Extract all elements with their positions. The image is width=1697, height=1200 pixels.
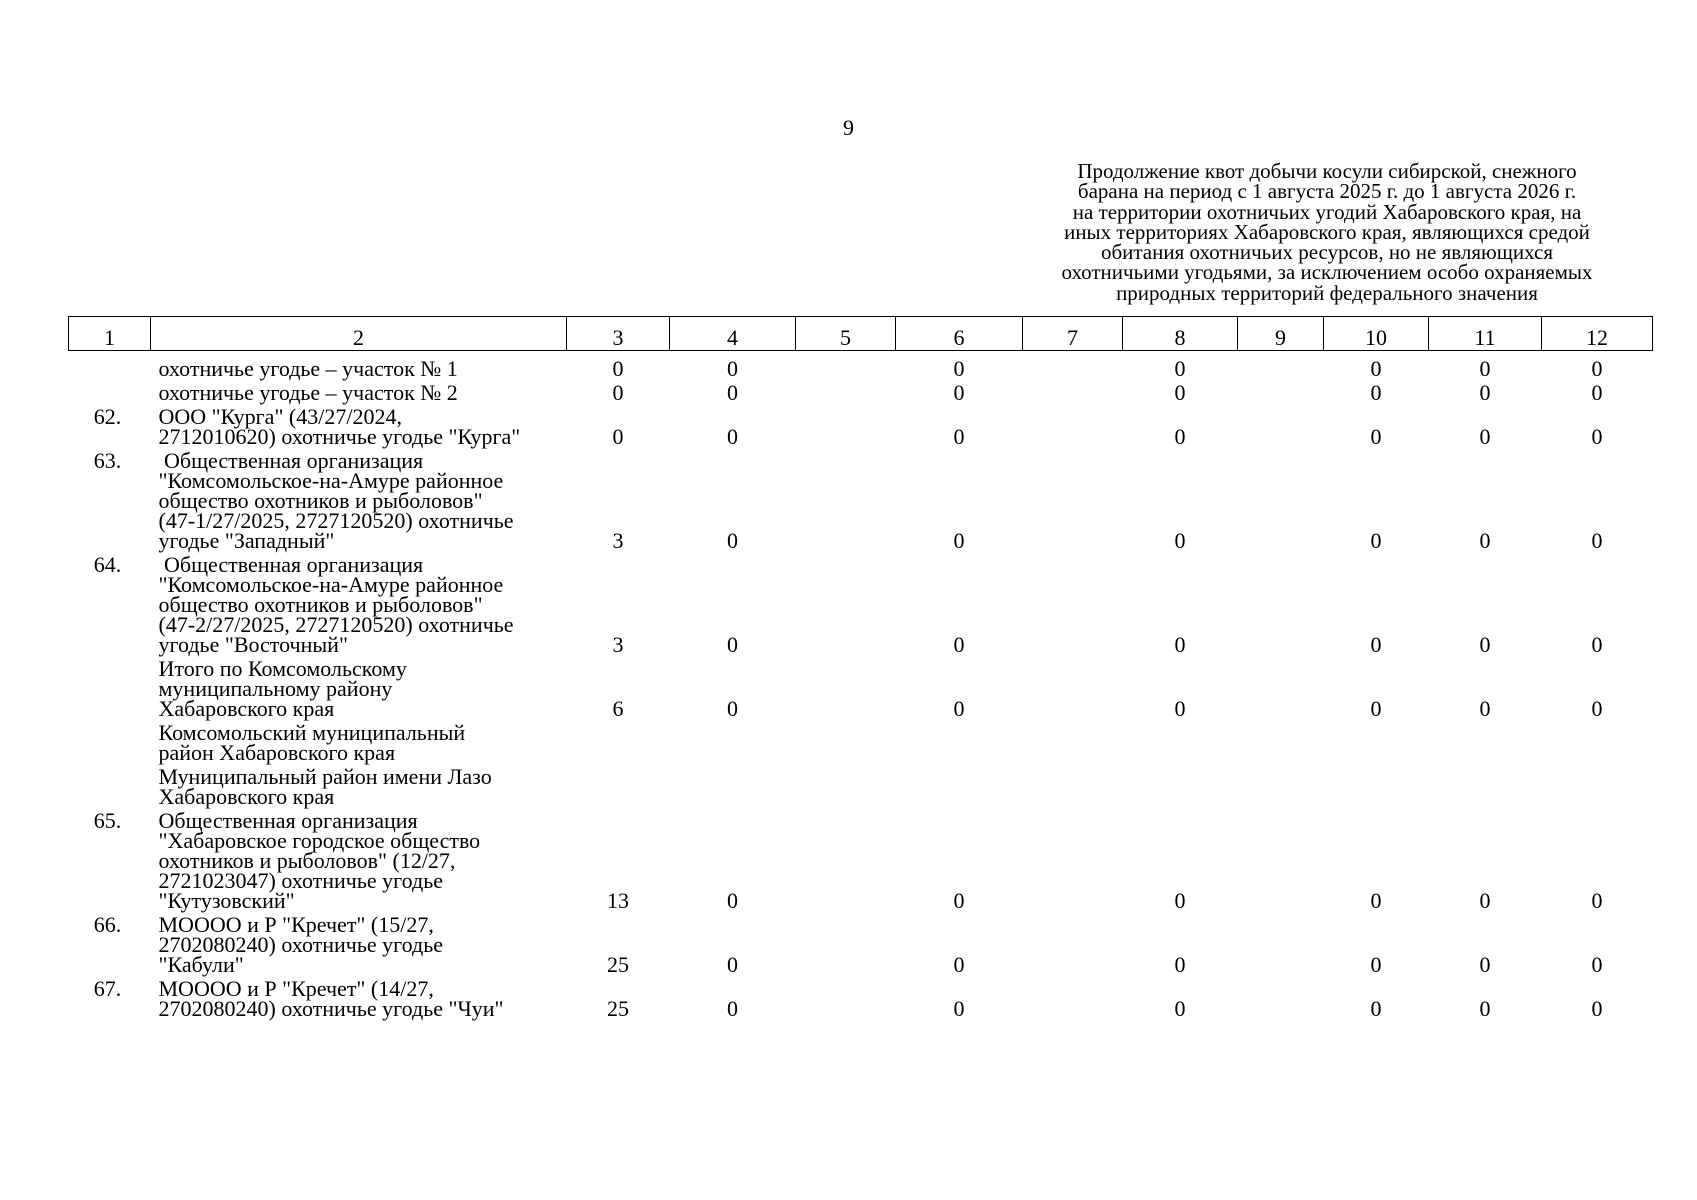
quota-value-col-7 — [1023, 915, 1123, 979]
name-line: Муниципальный район имени Лазо — [158, 764, 492, 789]
name-line: Общественная организация — [158, 552, 424, 577]
page-number: 9 — [843, 115, 854, 140]
quota-value-col-3: 6 — [612, 696, 624, 721]
quota-value-col-5 — [796, 359, 896, 383]
quota-value-col-6: 0 — [953, 996, 965, 1021]
quota-table — [68, 316, 1653, 1023]
quota-value-col-5 — [796, 723, 896, 767]
quota-value-col-3 — [567, 723, 670, 767]
heading-line: обитания охотничьих ресурсов, но не являющихся — [1100, 240, 1554, 265]
quota-value-col-5 — [796, 767, 896, 811]
quota-value-col-11: 0 — [1479, 696, 1491, 721]
quota-value-col-10: 0 — [1370, 696, 1382, 721]
quota-value-col-11: 0 — [1479, 424, 1491, 449]
hunting-ground-name — [151, 656, 567, 723]
column-header: 1 — [69, 317, 151, 351]
quota-value-col-3 — [567, 767, 670, 811]
column-header: 5 — [796, 317, 896, 351]
quota-value-col-11 — [1429, 723, 1542, 767]
quota-value-col-8: 0 — [1174, 528, 1186, 553]
quota-value-col-10: 0 — [1370, 356, 1382, 381]
name-line: Итого по Комсомольскому — [158, 656, 407, 681]
quota-value-col-12 — [1542, 767, 1653, 811]
quota-value-col-5 — [796, 659, 896, 723]
row-number: 64. — [93, 552, 122, 577]
name-line: "Комсомольское-на-Амуре районное — [158, 468, 504, 493]
quota-value-col-8 — [1123, 767, 1238, 811]
quota-value-col-4: 0 — [727, 696, 738, 721]
name-line: охотничье угодье – участок № 1 — [158, 356, 458, 381]
hunting-ground-name — [151, 404, 567, 451]
quota-value-col-4: 0 — [727, 888, 738, 913]
column-header: 10 — [1324, 317, 1429, 351]
name-line: 2721023047) охотничье угодье — [158, 868, 444, 893]
quota-value-col-6 — [896, 723, 1023, 767]
name-line: "Хабаровское городское общество — [158, 828, 481, 853]
row-number — [69, 659, 151, 723]
quota-value-col-12: 0 — [1591, 380, 1603, 405]
quota-value-col-5 — [796, 383, 896, 407]
column-number-row — [69, 317, 1653, 351]
quota-value-col-5 — [796, 915, 896, 979]
quota-value-col-6 — [896, 767, 1023, 811]
quota-value-col-12: 0 — [1591, 424, 1603, 449]
quota-value-col-12: 0 — [1591, 996, 1603, 1021]
quota-value-col-12: 0 — [1591, 696, 1603, 721]
quota-value-col-11: 0 — [1479, 356, 1491, 381]
name-line: Хабаровского края — [158, 696, 335, 721]
quota-value-col-10: 0 — [1370, 528, 1382, 553]
quota-value-col-6: 0 — [953, 380, 965, 405]
quota-value-col-11: 0 — [1479, 952, 1491, 977]
quota-value-col-12: 0 — [1591, 632, 1603, 657]
quota-value-col-7 — [1023, 723, 1123, 767]
quota-value-col-10: 0 — [1370, 632, 1382, 657]
hunting-ground-name — [151, 808, 567, 915]
column-header: 6 — [896, 317, 1023, 351]
heading-line: Продолжение квот добычи косули сибирской, снежного — [1077, 159, 1577, 183]
hunting-ground-name — [151, 912, 567, 979]
column-header: 4 — [670, 317, 796, 351]
table-body — [69, 351, 1653, 1024]
quota-value-col-10: 0 — [1370, 424, 1382, 449]
quota-value-col-12: 0 — [1591, 356, 1603, 381]
quota-value-col-8: 0 — [1174, 696, 1186, 721]
name-line: "Кабули" — [158, 952, 244, 977]
name-line: (47-2/27/2025, 2727120520) охотничье — [158, 612, 514, 637]
row-number: 65. — [93, 808, 122, 833]
quota-value-col-9 — [1238, 811, 1324, 915]
quota-value-col-9 — [1238, 979, 1324, 1023]
heading-line: охотничьими угодьями, за исключением особо охраняемых — [1061, 260, 1593, 285]
hunting-ground-name — [151, 976, 567, 1023]
quota-value-col-11: 0 — [1479, 888, 1491, 913]
quota-value-col-8 — [1123, 723, 1238, 767]
column-header: 2 — [151, 317, 567, 351]
quota-value-col-8: 0 — [1174, 888, 1186, 913]
quota-value-col-5 — [796, 451, 896, 555]
quota-value-col-10 — [1324, 723, 1429, 767]
quota-value-col-3: 0 — [612, 424, 624, 449]
row-number — [69, 767, 151, 811]
quota-value-col-4 — [670, 767, 796, 811]
quota-value-col-3: 3 — [612, 528, 624, 553]
hunting-ground-name — [151, 764, 567, 811]
quota-value-col-7 — [1023, 555, 1123, 659]
quota-value-col-9 — [1238, 451, 1324, 555]
column-header: 7 — [1023, 317, 1123, 351]
quota-value-col-11: 0 — [1479, 632, 1491, 657]
name-line: район Хабаровского края — [158, 740, 396, 765]
table-row — [69, 723, 1653, 767]
name-line: охотников и рыболовов" (12/27, — [158, 848, 456, 873]
table-row — [69, 407, 1653, 451]
name-line: Общественная организация — [158, 448, 424, 473]
name-line: 2712010620) охотничье угодье "Курга" — [158, 424, 521, 449]
row-number: 62. — [93, 404, 122, 429]
quota-value-col-8: 0 — [1174, 632, 1186, 657]
name-line: охотничье угодье – участок № 2 — [158, 380, 458, 405]
quota-value-col-7 — [1023, 767, 1123, 811]
table-row — [69, 811, 1653, 915]
quota-value-col-4: 0 — [727, 952, 738, 977]
table-row — [69, 555, 1653, 659]
column-header: 12 — [1542, 317, 1653, 351]
quota-value-col-10: 0 — [1370, 888, 1382, 913]
name-line: общество охотников и рыболовов" — [158, 592, 483, 617]
quota-value-col-12: 0 — [1591, 528, 1603, 553]
name-line: муниципальному району — [158, 676, 393, 701]
quota-value-col-5 — [796, 407, 896, 451]
table-row — [69, 767, 1653, 811]
name-line: 2702080240) охотничье угодье "Чуи" — [158, 996, 504, 1021]
row-number: 66. — [93, 912, 122, 937]
hunting-ground-name — [151, 720, 567, 767]
quota-value-col-8: 0 — [1174, 996, 1186, 1021]
column-header: 8 — [1123, 317, 1238, 351]
quota-value-col-9 — [1238, 383, 1324, 407]
name-line: 2702080240) охотничье угодье — [158, 932, 444, 957]
heading-line: иных территориях Хабаровского края, являющихся средой — [1064, 219, 1590, 244]
name-line: МОООО и Р "Кречет" (14/27, — [158, 976, 434, 1001]
row-number: 67. — [93, 976, 122, 1001]
column-header: 11 — [1429, 317, 1542, 351]
quota-value-col-6: 0 — [953, 696, 965, 721]
quota-value-col-11 — [1429, 767, 1542, 811]
quota-value-col-10 — [1324, 767, 1429, 811]
quota-value-col-9 — [1238, 767, 1324, 811]
hunting-ground-name — [151, 448, 567, 555]
quota-value-col-6: 0 — [953, 952, 965, 977]
name-line: "Кутузовский" — [158, 888, 295, 913]
quota-value-col-9 — [1238, 359, 1324, 383]
column-header: 3 — [567, 317, 670, 351]
quota-value-col-3: 3 — [612, 632, 624, 657]
name-line: МОООО и Р "Кречет" (15/27, — [158, 912, 434, 937]
name-line: угодье "Западный" — [158, 528, 335, 553]
quota-value-col-4: 0 — [727, 996, 738, 1021]
quota-value-col-6: 0 — [953, 888, 965, 913]
quota-value-col-5 — [796, 979, 896, 1023]
quota-value-col-11: 0 — [1479, 996, 1491, 1021]
quota-value-col-12: 0 — [1591, 888, 1603, 913]
quota-value-col-12: 0 — [1591, 952, 1603, 977]
quota-value-col-3: 0 — [612, 356, 624, 381]
row-number — [69, 359, 151, 383]
quota-value-col-4: 0 — [727, 356, 738, 381]
name-line: (47-1/27/2025, 2727120520) охотничье — [158, 508, 514, 533]
quota-value-col-7 — [1023, 359, 1123, 383]
quota-value-col-7 — [1023, 979, 1123, 1023]
table-row — [69, 451, 1653, 555]
quota-value-col-7 — [1023, 659, 1123, 723]
table-row — [69, 915, 1653, 979]
quota-value-col-4: 0 — [727, 632, 738, 657]
heading-line: барана на период с 1 августа 2025 г. до 1 августа 2026 г. — [1077, 179, 1577, 204]
quota-value-col-10: 0 — [1370, 996, 1382, 1021]
quota-value-col-6: 0 — [953, 632, 965, 657]
quota-value-col-7 — [1023, 811, 1123, 915]
row-number — [69, 723, 151, 767]
quota-value-col-4: 0 — [727, 380, 738, 405]
table-row — [69, 659, 1653, 723]
hunting-ground-name — [151, 552, 567, 659]
quota-value-col-7 — [1023, 451, 1123, 555]
quota-value-col-10: 0 — [1370, 952, 1382, 977]
quota-value-col-6: 0 — [953, 528, 965, 553]
quota-value-col-5 — [796, 811, 896, 915]
quota-value-col-9 — [1238, 407, 1324, 451]
quota-value-col-8: 0 — [1174, 424, 1186, 449]
quota-value-col-8: 0 — [1174, 952, 1186, 977]
quota-value-col-11: 0 — [1479, 380, 1491, 405]
quota-value-col-8: 0 — [1174, 380, 1186, 405]
quota-value-col-3: 0 — [612, 380, 624, 405]
quota-value-col-9 — [1238, 555, 1324, 659]
quota-value-col-7 — [1023, 407, 1123, 451]
quota-value-col-6: 0 — [953, 356, 965, 381]
column-header: 9 — [1238, 317, 1324, 351]
quota-value-col-9 — [1238, 723, 1324, 767]
quota-value-col-6: 0 — [953, 424, 965, 449]
quota-value-col-8: 0 — [1174, 356, 1186, 381]
quota-value-col-10: 0 — [1370, 380, 1382, 405]
quota-value-col-3: 25 — [607, 952, 629, 977]
quota-value-col-9 — [1238, 915, 1324, 979]
quota-value-col-7 — [1023, 383, 1123, 407]
name-line: ООО "Курга" (43/27/2024, — [158, 404, 402, 429]
name-line: Общественная организация — [158, 808, 418, 833]
table-row — [69, 979, 1653, 1023]
quota-value-col-12 — [1542, 723, 1653, 767]
table-heading — [1007, 161, 1647, 303]
quota-value-col-11: 0 — [1479, 528, 1491, 553]
quota-value-col-4: 0 — [727, 424, 738, 449]
name-line: общество охотников и рыболовов" — [158, 488, 483, 513]
name-line: угодье "Восточный" — [158, 632, 348, 657]
quota-value-col-4 — [670, 723, 796, 767]
quota-value-col-4: 0 — [727, 528, 738, 553]
quota-value-col-5 — [796, 555, 896, 659]
quota-value-col-9 — [1238, 659, 1324, 723]
heading-line: природных территорий федерального значения — [1116, 280, 1538, 305]
quota-value-col-3: 13 — [607, 888, 629, 913]
name-line: Комсомольский муниципальный — [158, 720, 466, 745]
heading-line: на территории охотничьих угодий Хабаровского края, на — [1072, 199, 1582, 224]
row-number: 63. — [93, 448, 122, 473]
name-line: Хабаровского края — [158, 784, 335, 809]
quota-value-col-3: 25 — [607, 996, 629, 1021]
name-line: "Комсомольское-на-Амуре районное — [158, 572, 504, 597]
